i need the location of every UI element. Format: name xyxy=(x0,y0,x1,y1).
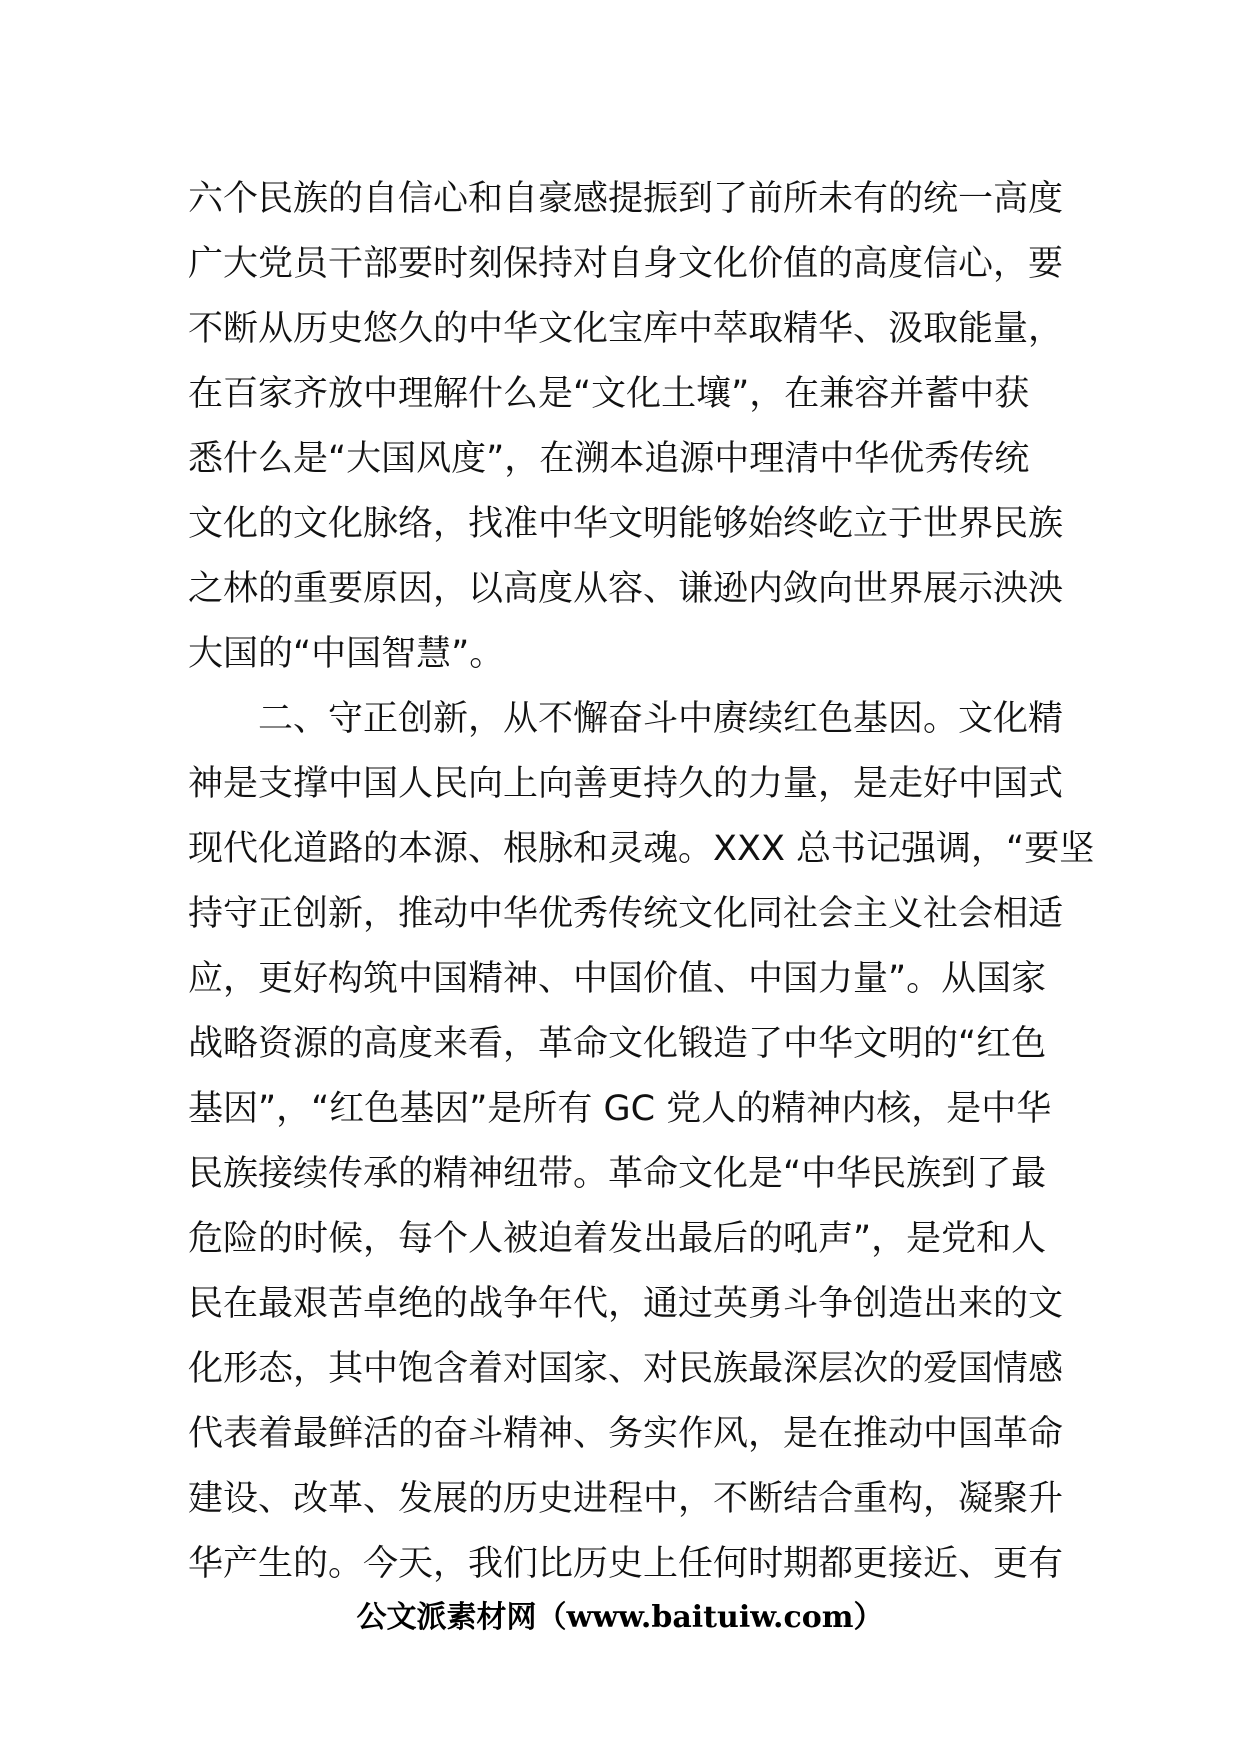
section-heading-line: 二、守正创新，从不懈奋斗中赓续红色基因。文化精 xyxy=(258,699,1064,739)
text-line: 民族接续传承的精神纽带。革命文化是“中华民族到了最 xyxy=(188,1154,1047,1194)
text-line: 现代化道路的本源、根脉和灵魂。XXX 总书记强调，“要坚 xyxy=(188,829,1095,869)
text-line: 建设、改革、发展的历史进程中，不断结合重构，凝聚升 xyxy=(188,1479,1064,1519)
text-line: 华产生的。今天，我们比历史上任何时期都更接近、更有 xyxy=(188,1544,1064,1584)
text-line: 化形态，其中饱含着对国家、对民族最深层次的爱国情感 xyxy=(188,1349,1064,1389)
document-body xyxy=(188,167,1095,1597)
text-line: 广大党员干部要时刻保持对自身文化价值的高度信心，要 xyxy=(188,244,1064,284)
text-line: 持守正创新，推动中华优秀传统文化同社会主义社会相适 xyxy=(188,894,1064,934)
text-line: 文化的文化脉络，找准中华文明能够始终屹立于世界民族 xyxy=(188,504,1064,544)
text-line: 民在最艰苦卓绝的战争年代，通过英勇斗争创造出来的文 xyxy=(188,1284,1064,1324)
text-line: 悉什么是“大国风度”，在溯本追源中理清中华优秀传统 xyxy=(188,439,1030,479)
text-line: 神是支撑中国人民向上向善更持久的力量，是走好中国式 xyxy=(188,764,1064,804)
text-line: 基因”，“红色基因”是所有 GC 党人的精神内核，是中华 xyxy=(188,1089,1052,1129)
text-line: 六个民族的自信心和自豪感提振到了前所未有的统一高度 xyxy=(188,179,1064,219)
text-line: 代表着最鲜活的奋斗精神、务实作风，是在推动中国革命 xyxy=(188,1414,1064,1454)
text-line: 在百家齐放中理解什么是“文化土壤”，在兼容并蓄中获 xyxy=(188,374,1030,414)
text-line: 应，更好构筑中国精神、中国价值、中国力量”。从国家 xyxy=(188,959,1047,999)
page-footer: 公文派素材网（www.baituiw.com） xyxy=(356,1600,884,1635)
text-line: 之林的重要原因，以高度从容、谦逊内敛向世界展示泱泱 xyxy=(188,569,1064,609)
text-line: 危险的时候，每个人被迫着发出最后的吼声”，是党和人 xyxy=(188,1219,1047,1259)
text-line: 大国的“中国智慧”。 xyxy=(188,634,505,674)
text-line: 战略资源的高度来看，革命文化锻造了中华文明的“红色 xyxy=(188,1024,1047,1064)
text-line: 不断从历史悠久的中华文化宝库中萃取精华、汲取能量， xyxy=(188,309,1064,349)
